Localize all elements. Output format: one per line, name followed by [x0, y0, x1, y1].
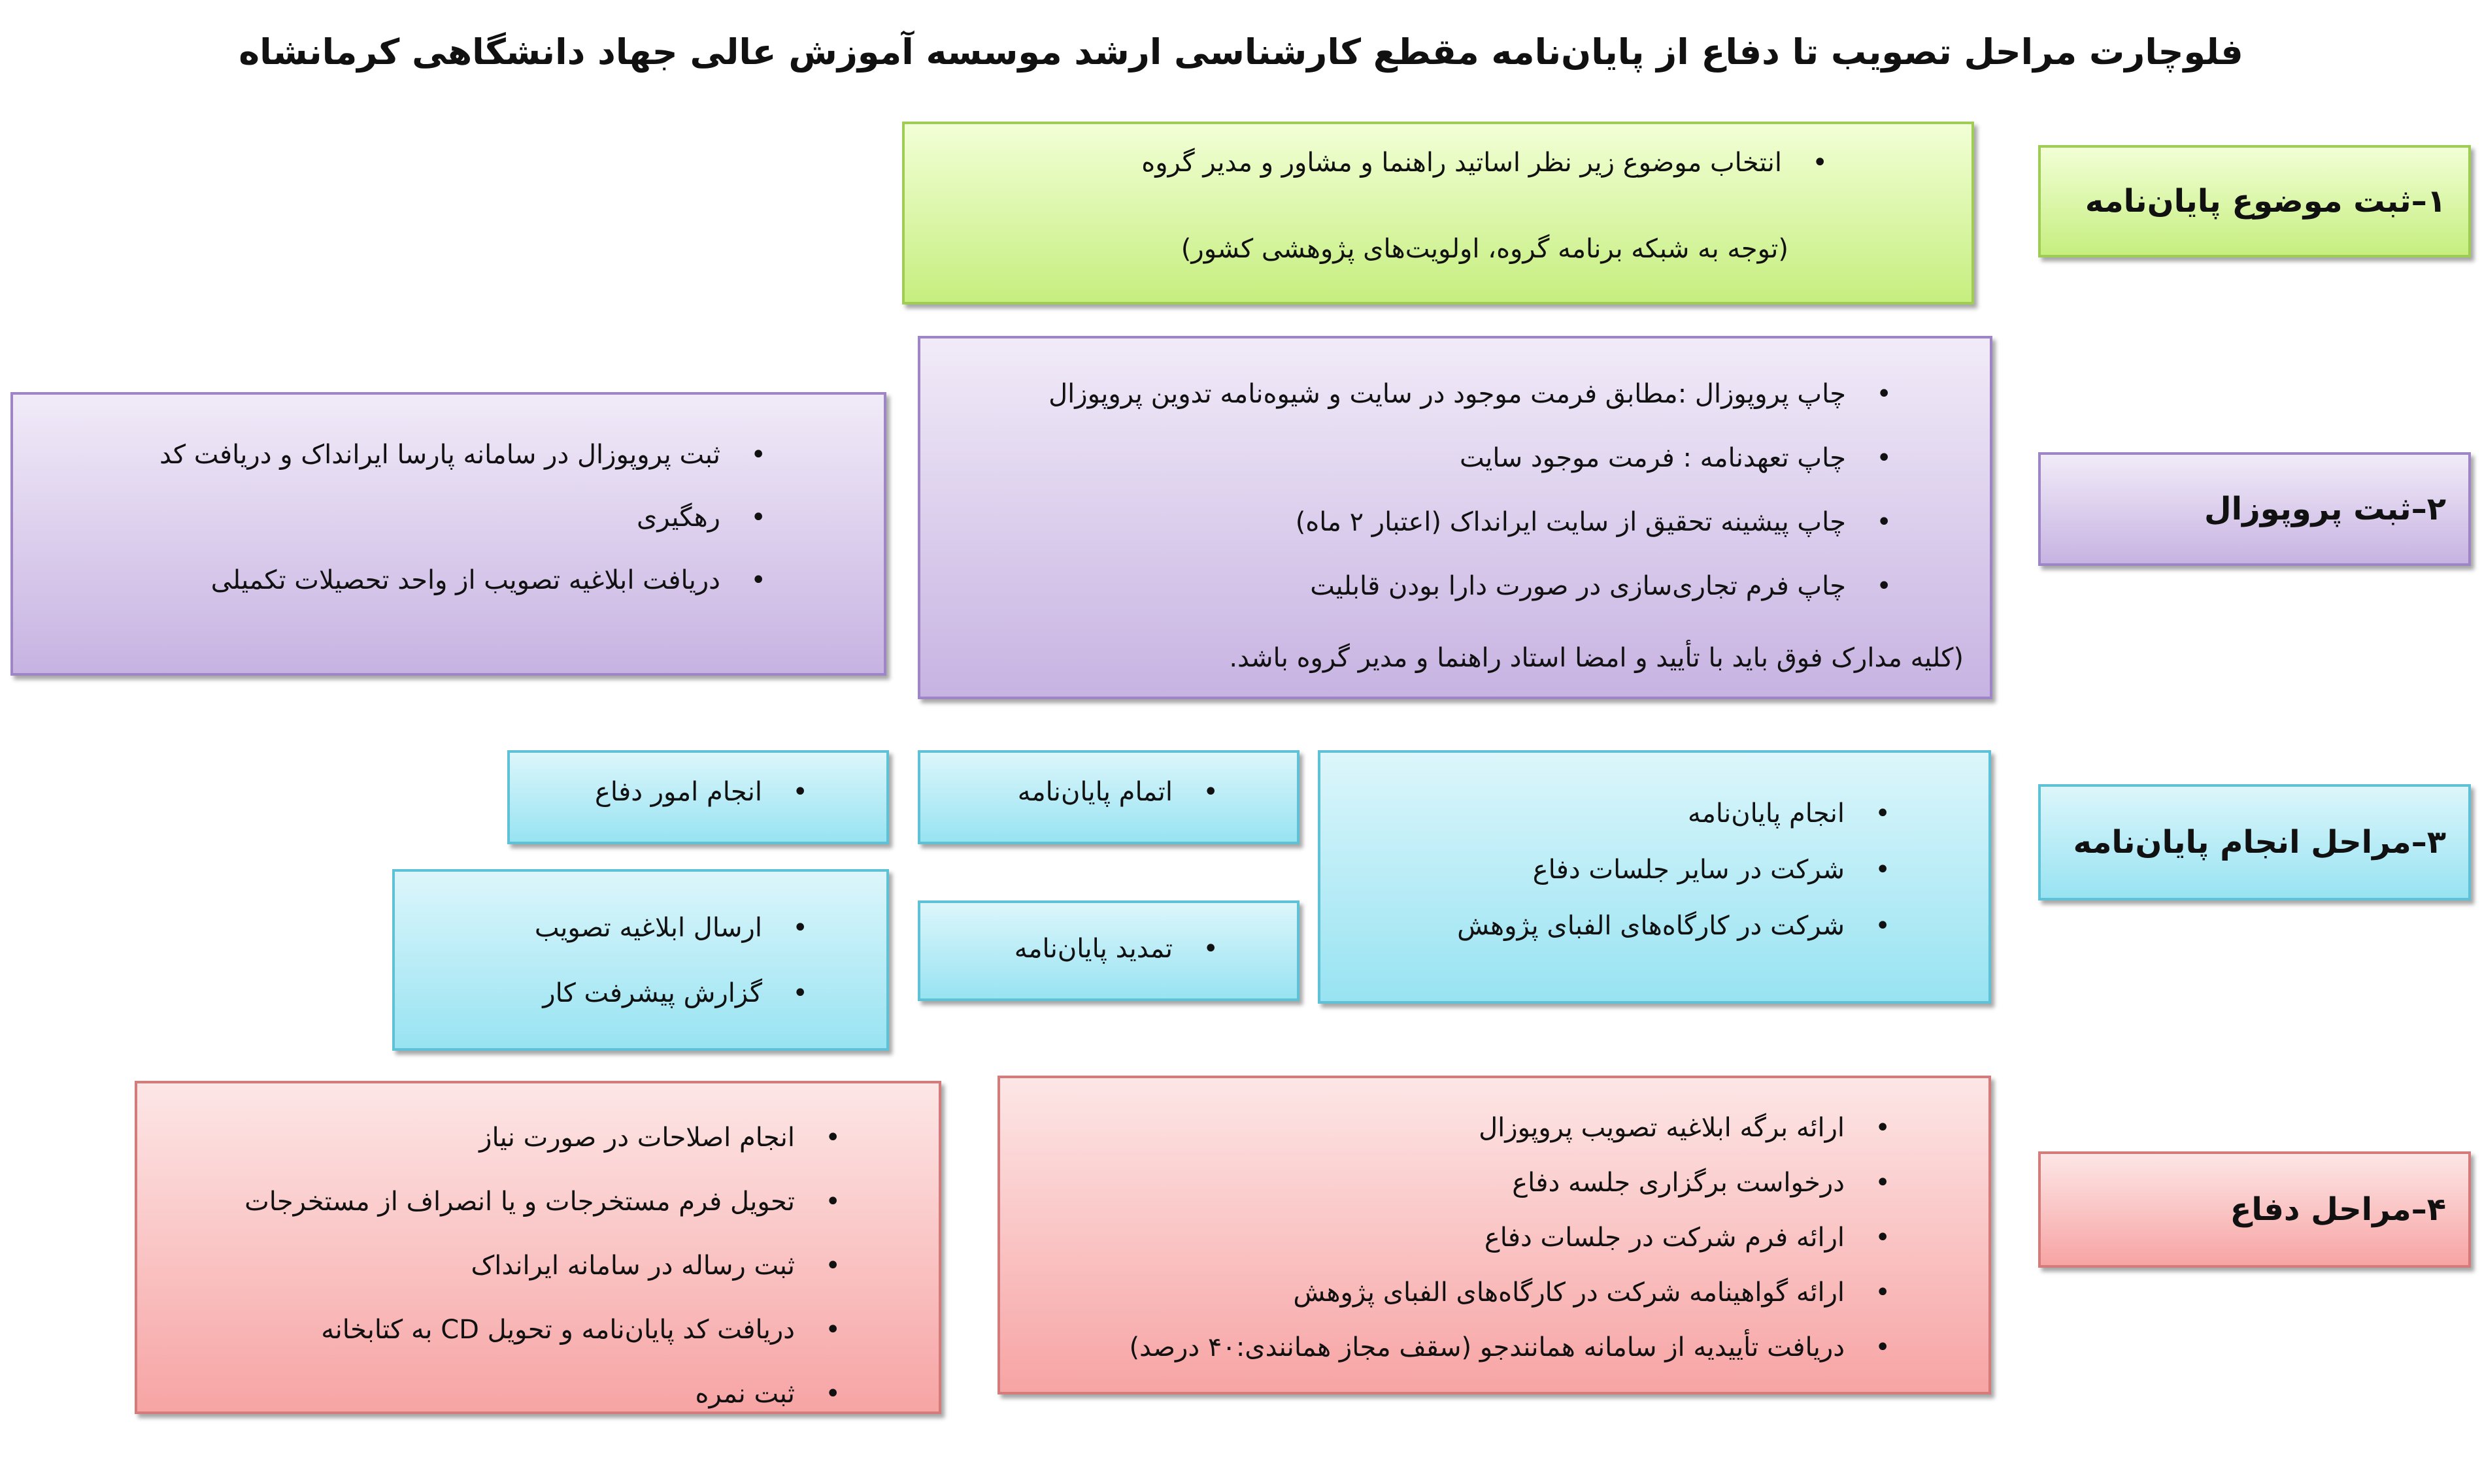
stage-1-note: (توجه به شبکه برنامه گروه، اولویت‌های پژوهشی کشور) — [1181, 234, 1788, 264]
stage-2-side-box — [10, 392, 886, 676]
stage-4-content-box — [998, 1076, 1991, 1394]
stage-2-item: • چاپ پروپوزال :مطابق فرمت موجود در سایت و شیوه‌نامه تدوین پروپوزال — [1048, 362, 1911, 426]
stage-4-final-item: • ثبت رساله در سامانه ایرانداک — [244, 1234, 860, 1298]
stage-4-label: ۴–مراحل دفاع — [2230, 1191, 2446, 1228]
stage-3-extend-items-box — [392, 869, 889, 1051]
stage-2-item: • چاپ تعهدنامه : فرمت موجود سایت — [1048, 426, 1911, 490]
stage-2-item: • چاپ پیشینه تحقیق از سایت ایرانداک (اعتبار ۲ ماه) — [1048, 490, 1911, 554]
stage-1-item: • انتخاب موضوع زیر نظر اساتید راهنما و مشاور و مدیر گروه — [1141, 148, 1847, 178]
stage-3-extend-item: • گزارش پیشرفت کار — [535, 961, 828, 1026]
stage-4-label-box — [2038, 1151, 2471, 1268]
stage-4-final-item: • دریافت کد پایان‌نامه و تحویل CD به کتابخانه — [244, 1298, 860, 1362]
stage-3-extend-box — [918, 900, 1300, 1001]
stage-3-defense-affairs: • انجام امور دفاع — [595, 772, 828, 812]
page-title: فلوچارت مراحل تصویب تا دفاع از پایان‌نامه مقطع کارشناسی ارشد موسسه آموزش عالی جهاد دانشگاهی کرمانشاه — [239, 31, 2243, 73]
stage-3-label: ۳–مراحل انجام پایان‌نامه — [2073, 824, 2446, 861]
stage-3-extend: • تمدید پایان‌نامه — [1015, 929, 1238, 968]
stage-2-item: • چاپ فرم تجاری‌سازی در صورت دارا بودن قابلیت — [1048, 554, 1911, 618]
stage-3-item: • شرکت در سایر جلسات دفاع — [1457, 842, 1910, 898]
stage-2-side-item-continuation: • رهگیری — [159, 486, 786, 549]
stage-2-label: ۲–ثبت پروپوزال — [2204, 491, 2446, 527]
stage-3-complete: • اتمام پایان‌نامه — [1018, 772, 1238, 812]
stage-4-item: • ارائه گواهینامه شرکت در کارگاه‌های الفبای پژوهش — [1129, 1265, 1910, 1320]
stage-3-item: • انجام پایان‌نامه — [1457, 785, 1910, 842]
stage-4-final-item: • انجام اصلاحات در صورت نیاز — [244, 1106, 860, 1170]
stage-2-side-item: • ثبت پروپوزال در سامانه پارسا ایرانداک و دریافت کد — [159, 423, 786, 486]
stage-1-content-box — [902, 122, 1974, 305]
stage-3-extend-item: • ارسال ابلاغیه تصویب — [535, 895, 828, 961]
stage-3-content-box — [1318, 750, 1991, 1004]
stage-3-item: • شرکت در کارگاه‌های الفبای پژوهش — [1457, 898, 1910, 954]
stage-4-item: • ارائه برگه ابلاغیه تصویب پروپوزال — [1129, 1100, 1910, 1155]
stage-2-label-box — [2038, 452, 2471, 566]
stage-2-content-box — [918, 336, 1992, 699]
stage-4-final-box — [135, 1081, 941, 1414]
stage-4-item: • ارائه فرم شرکت در جلسات دفاع — [1129, 1210, 1910, 1265]
stage-2-side-item: • دریافت ابلاغیه تصویب از واحد تحصیلات تکمیلی — [211, 549, 786, 612]
stage-4-final-item: • تحویل فرم مستخرجات و یا انصراف از مستخرجات — [244, 1170, 860, 1234]
stage-4-item: • دریافت تأییدیه از سامانه همانندجو (سقف مجاز همانندی:۴۰ درصد) — [1129, 1320, 1910, 1375]
stage-3-complete-box — [918, 750, 1300, 844]
stage-4-final-item: • ثبت نمره — [244, 1362, 860, 1426]
stage-2-note: (کلیه مدارک فوق باید با تأیید و امضا استاد راهنما و مدیر گروه باشد. — [1229, 643, 1964, 673]
stage-1-label: ۱–ثبت موضوع پایان‌نامه — [2085, 183, 2446, 220]
stage-1-label-box — [2038, 145, 2471, 257]
stage-3-defense-affairs-box — [507, 750, 889, 844]
stage-4-item: • درخواست برگزاری جلسه دفاع — [1129, 1155, 1910, 1210]
stage-3-label-box — [2038, 784, 2471, 900]
